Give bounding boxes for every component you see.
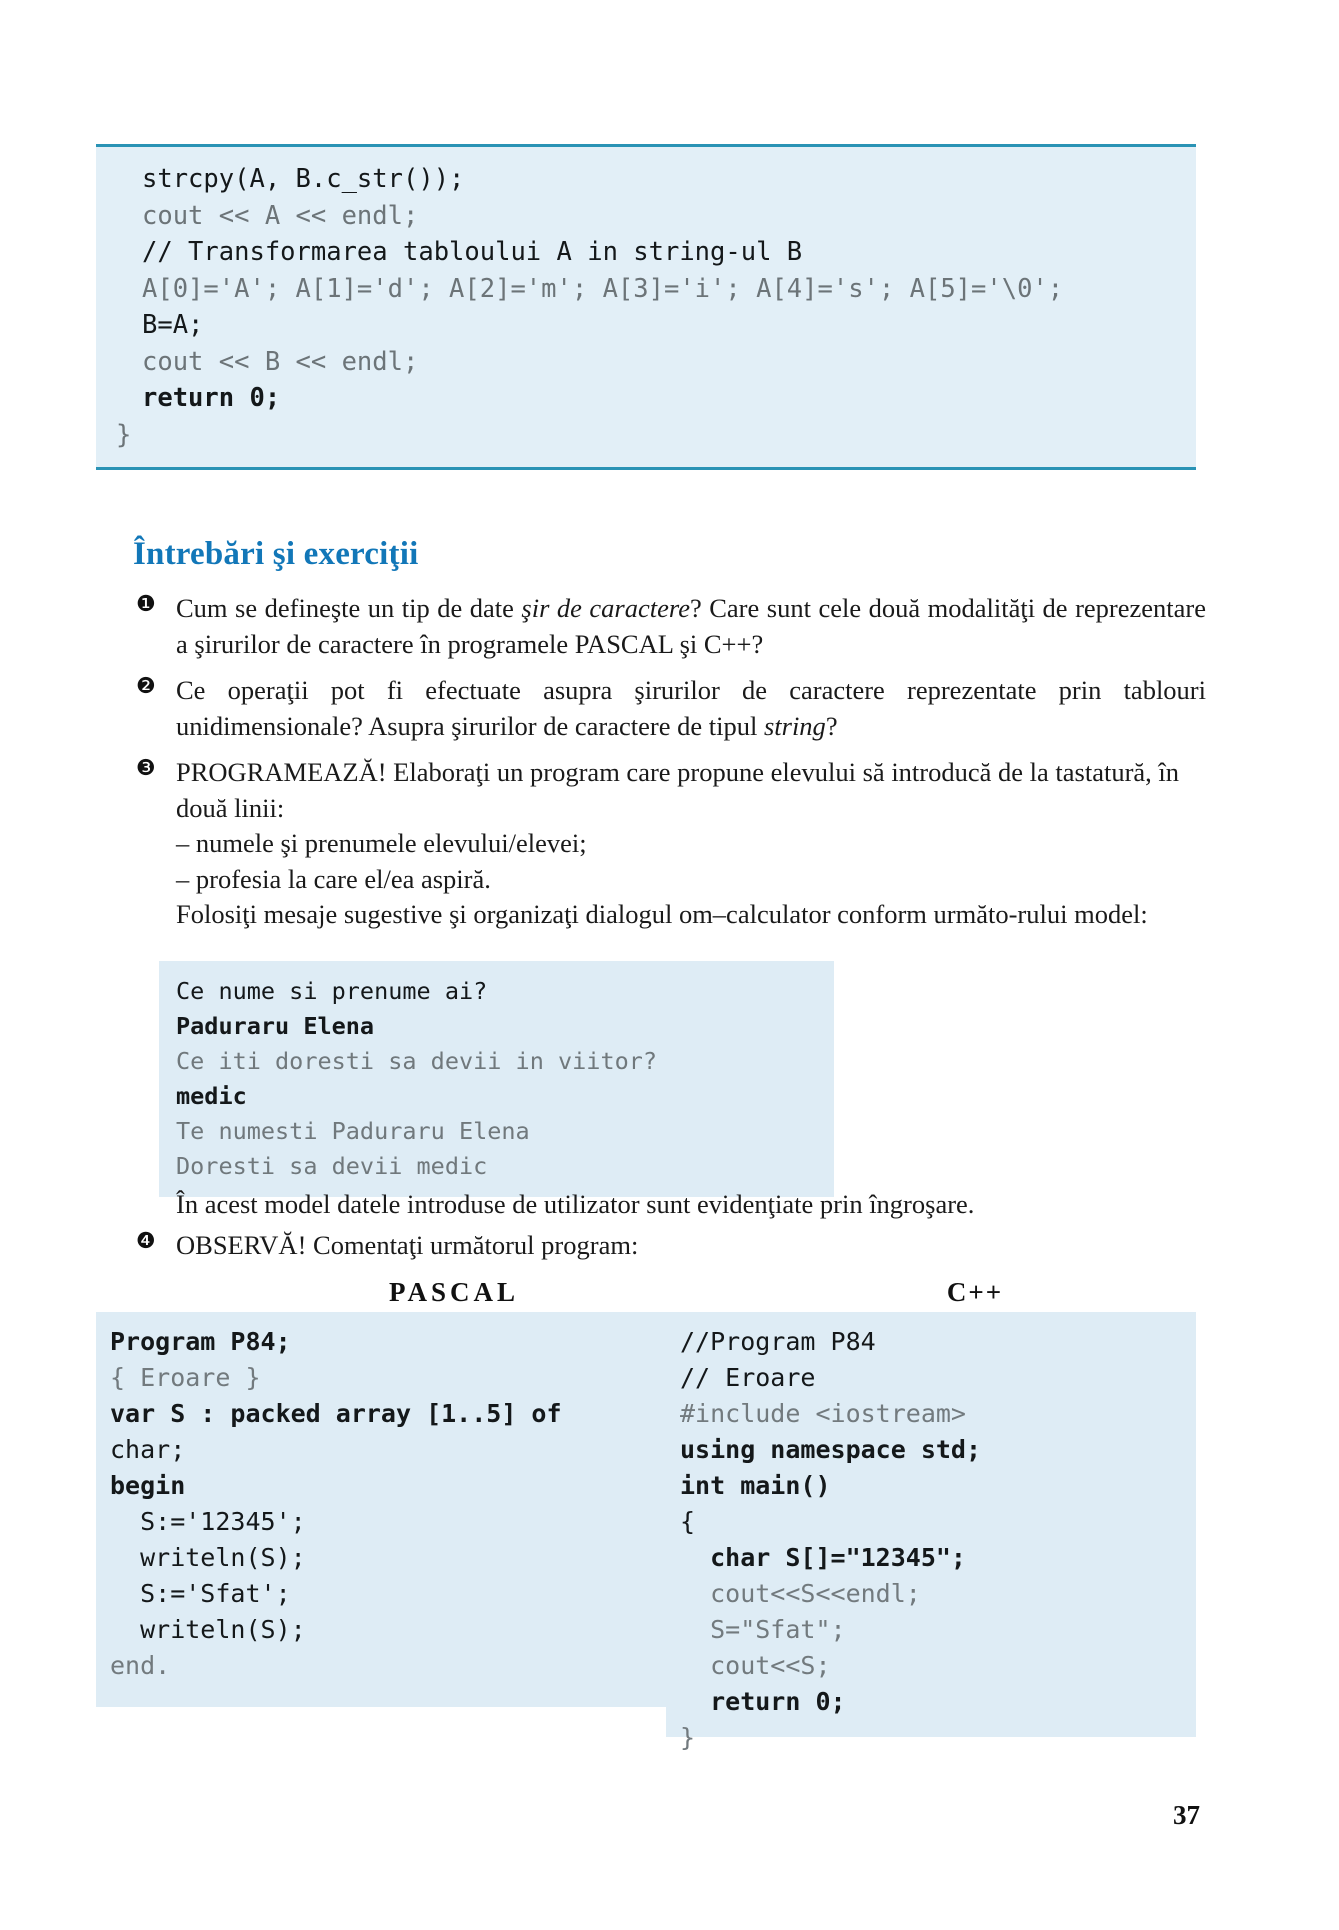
code-line: strcpy(A, B.c_str()); — [142, 164, 465, 194]
pascal-code-line: end. — [110, 1651, 171, 1680]
model-note: În acest model datele introduse de utilizator sunt evidenţiate prin îngroşare. — [176, 1189, 975, 1219]
dialog-sample-box — [159, 961, 834, 1197]
code-line: // Transformarea tabloului A in string-ul B — [142, 237, 803, 267]
page-number: 37 — [1173, 1800, 1200, 1830]
pascal-code-block — [96, 1312, 666, 1707]
pascal-code-line: S:='Sfat'; — [110, 1579, 291, 1608]
pascal-code-line: Program P84; — [110, 1327, 291, 1356]
exercise-text-4: OBSERVĂ! Comentaţi următorul program: — [176, 1230, 639, 1260]
exercise3-paragraph-1: PROGRAMEAZĂ! Elaboraţi un program care propune elevului să introducă de la tastatură, în două linii: — [176, 757, 1180, 823]
code-line: cout << B << endl; — [142, 346, 419, 377]
exercise-number-2: ❷ — [136, 674, 156, 699]
exercise3-dash-2: – profesia la care el/ea aspiră. — [176, 863, 491, 894]
cpp-code-line: #include <iostream> — [680, 1399, 966, 1428]
exercise3-paragraph-2: Folosiţi mesaje sugestive şi organizaţi dialogul om–calculator conform următo-rului model: — [176, 899, 1148, 929]
cpp-code-line: cout<<S<<endl; — [680, 1579, 921, 1608]
pascal-code-line: begin — [110, 1471, 186, 1500]
code-block-top — [96, 144, 1196, 470]
dialog-line: Te numesti Paduraru Elena — [176, 1117, 530, 1145]
dialog-line: Ce nume si prenume ai? — [176, 977, 488, 1005]
cpp-code-line: } — [680, 1723, 696, 1752]
cpp-code-block — [666, 1312, 1196, 1752]
section-heading: Întrebări şi exerciţii — [133, 536, 419, 572]
cpp-code-line: using namespace std; — [680, 1435, 982, 1464]
pascal-code-line: { Eroare } — [110, 1363, 261, 1392]
cpp-code-line: int main() — [680, 1471, 831, 1500]
code-line: return 0; — [142, 383, 281, 413]
dialog-line: medic — [176, 1082, 247, 1110]
code-line: A[0]='A'; A[1]='d'; A[2]='m'; A[3]='i'; A[4]='s'; A[5]='\0'; — [142, 273, 1064, 304]
exercise-list — [96, 591, 1206, 944]
exercise-item-2 — [96, 673, 1206, 744]
cpp-code-line: S="Sfat"; — [680, 1615, 846, 1644]
dialog-line: Doresti sa devii medic — [176, 1152, 488, 1180]
exercise-number-4: ❹ — [136, 1229, 156, 1254]
dialog-line: Ce iti doresti sa devii in viitor? — [176, 1047, 658, 1075]
pascal-code-line: writeln(S); — [110, 1615, 306, 1644]
exercise-text-3 — [176, 755, 1206, 933]
cpp-code-line: cout<<S; — [680, 1651, 831, 1680]
exercise-item-4 — [96, 1228, 1206, 1275]
cpp-column-header: C++ — [946, 1277, 1004, 1307]
pascal-code-line: writeln(S); — [110, 1543, 306, 1572]
pascal-code-line: var S : packed array [1..5] of — [110, 1399, 562, 1428]
exercise-number-3: ❸ — [136, 756, 156, 781]
exercise-number-1: ❶ — [136, 592, 156, 617]
exercise-item-1 — [96, 591, 1206, 662]
cpp-code-line: //Program P84 — [680, 1327, 876, 1356]
exercise3-dash-1: – numele şi prenumele elevului/elevei; — [176, 828, 587, 858]
cpp-code-line: { — [680, 1507, 696, 1536]
pascal-column-header: PASCAL — [388, 1277, 519, 1307]
dialog-line: Paduraru Elena — [176, 1012, 375, 1040]
code-line: B=A; — [142, 310, 204, 340]
cpp-code-line: char S[]="12345"; — [680, 1543, 966, 1572]
exercise-text-2: Ce operaţii pot fi efectuate asupra şirurilor de caractere reprezentate prin tablouri unidimensionale? Asupra şirurilor de caractere de tipul string? — [176, 675, 1206, 741]
cpp-code-line: return 0; — [680, 1687, 846, 1716]
pascal-code-line: char; — [110, 1435, 186, 1464]
code-line: } — [116, 419, 132, 450]
code-line: cout << A << endl; — [142, 200, 419, 231]
exercise-text-1: Cum se defineşte un tip de date şir de caractere? Care sunt cele două modalităţi de reprezentare a şirurilor de caractere în programele PASCAL şi C++? — [176, 593, 1206, 659]
exercise-item-3 — [96, 755, 1206, 933]
pascal-code-line: S:='12345'; — [110, 1507, 306, 1536]
cpp-code-line: // Eroare — [680, 1363, 816, 1392]
